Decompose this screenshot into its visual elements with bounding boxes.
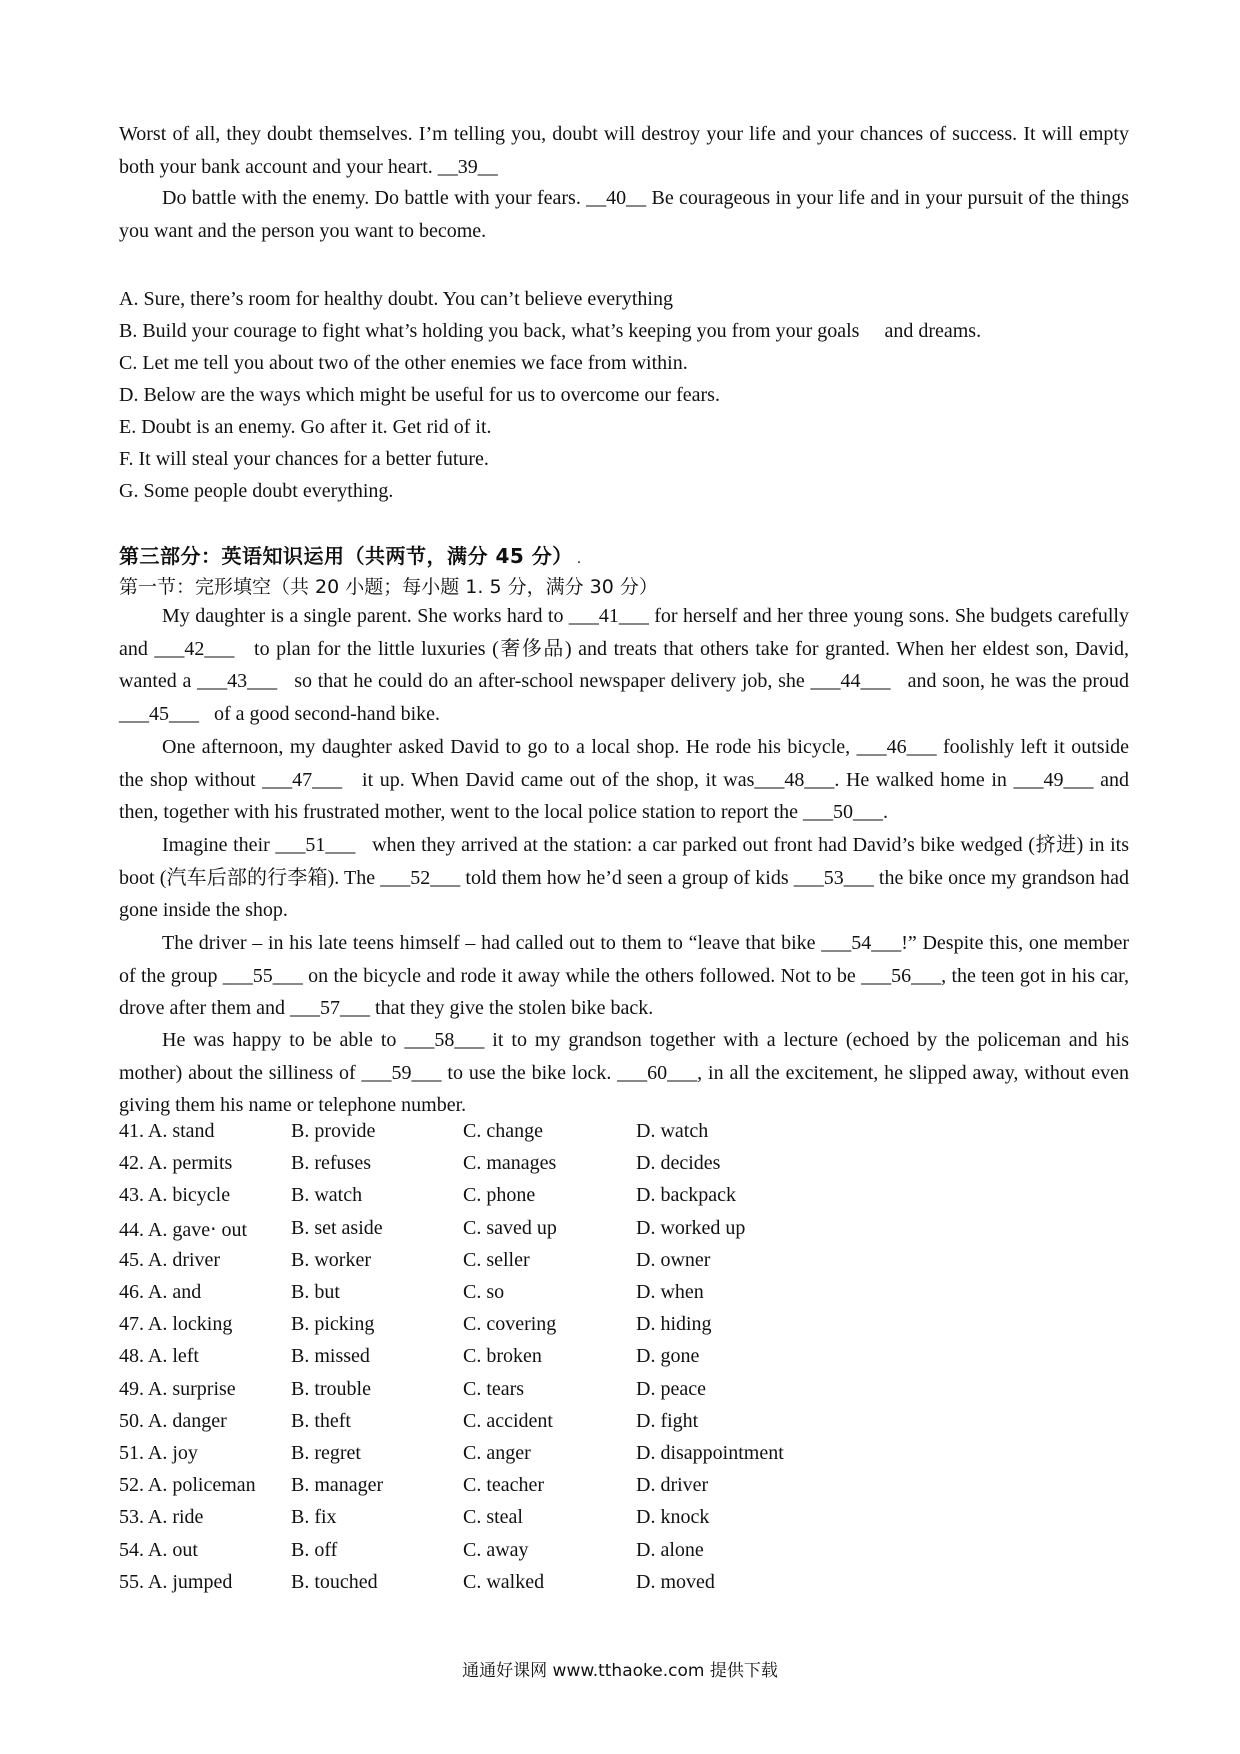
choice-b: B. regret [291, 1442, 361, 1464]
heading-mark: . [576, 551, 582, 567]
choice-c: C. anger [463, 1442, 531, 1464]
choice-b: B. provide [291, 1120, 376, 1142]
choice-d: D. when [636, 1281, 704, 1303]
choice-d: D. knock [636, 1506, 710, 1529]
choice-b: B. but [291, 1281, 340, 1303]
cloze-paragraph: He was happy to be able to ___58___ it to my grandson together with a lecture (echoed by the policeman and his mother) about the silliness of ___59___ to use the bike lock. ___60___, in all the excitement, he slipped away, without even giving them his name or telephone number. [119, 1029, 1129, 1117]
choice-a: 46. A. and [119, 1281, 202, 1303]
choice-a: 43. A. bicycle [119, 1184, 231, 1207]
choice-d: D. backpack [636, 1184, 736, 1207]
choice-a: 49. A. surprise [119, 1377, 236, 1400]
choice-d: D. driver [636, 1474, 709, 1497]
choice-a: 42. A. permits [119, 1152, 233, 1175]
cloze-paragraph: The driver – in his late teens himself – had called out to them to “leave that bike ___54___!” Despite this, one member of the group ___55___ on the bicycle and rode it away while the others followed. Not to be ___56___, the teen got in his car, drove after them and ___57___ that they give the stolen bike back. [119, 932, 1129, 1020]
choice-a: 41. A. stand [119, 1120, 215, 1142]
option-a: A. Sure, there’s room for healthy doubt. You can’t believe everything [119, 288, 673, 310]
choice-d: D. worked up [636, 1216, 746, 1239]
choice-d: D. moved [636, 1570, 715, 1593]
choice-c: C. broken [463, 1345, 542, 1368]
cloze-paragraph: One afternoon, my daughter asked David to go to a local shop. He rode his bicycle, ___46___ foolishly left it outside the shop without ___47___ it up. When David came out of the shop, it was___48___. He walked home in ___49___ and then, together with his frustrated mother, went to the local police station to report the ___50___. [119, 736, 1129, 824]
option-g: G. Some people doubt everything. [119, 480, 394, 502]
choice-d: D. fight [636, 1409, 699, 1432]
choice-c: C. change [463, 1120, 543, 1142]
choice-b: B. touched [291, 1570, 378, 1593]
option-b: B. Build your courage to fight what’s holding you back, what’s keeping you from your goals and dreams. [119, 320, 982, 342]
choice-c: C. phone [463, 1184, 536, 1207]
choice-b: B. trouble [291, 1377, 371, 1400]
choice-d: D. gone [636, 1345, 700, 1368]
choice-b: B. theft [291, 1409, 351, 1432]
cloze-paragraph: Imagine their ___51___ when they arrived at the station: a car parked out front had David’s bike wedged (挤进) in its boot (汽车后部的行李箱). The ___52___ told them how he’d seen a group of kids ___53___ the bike once my grandson had gone inside the shop. [119, 834, 1129, 922]
choice-a: 54. A. out [119, 1538, 198, 1561]
choice-b: B. refuses [291, 1152, 371, 1175]
choice-a: 45. A. driver [119, 1248, 221, 1271]
choice-b: B. worker [291, 1248, 371, 1271]
choice-b: B. picking [291, 1313, 375, 1336]
choice-c: C. saved up [463, 1216, 557, 1239]
option-c: C. Let me tell you about two of the other enemies we face from within. [119, 352, 688, 374]
choice-a: 53. A. ride [119, 1506, 204, 1529]
part-three-heading [119, 540, 582, 569]
choice-c: C. manages [463, 1152, 557, 1175]
choice-a: 51. A. joy [119, 1442, 198, 1464]
choice-c: C. covering [463, 1313, 557, 1336]
passage-paragraph-39: Worst of all, they doubt themselves. I’m telling you, doubt will destroy your life and your chances of success. It will empty both your bank account and your heart. __39__ [119, 123, 1129, 178]
choice-b: B. manager [291, 1474, 384, 1497]
choice-a: 47. A. locking [119, 1313, 233, 1336]
choice-c: C. so [463, 1281, 505, 1303]
choice-d: D. hiding [636, 1313, 712, 1336]
choice-c: C. tears [463, 1377, 525, 1400]
choice-a: 50. A. danger [119, 1409, 227, 1432]
part-three-heading-text: 第三部分：英语知识运用（共两节，满分 45 分） [119, 544, 573, 568]
choice-d: D. disappointment [636, 1442, 784, 1464]
option-d: D. Below are the ways which might be useful for us to overcome our fears. [119, 384, 720, 406]
choice-a: 55. A. jumped [119, 1570, 233, 1593]
passage-paragraph-40: Do battle with the enemy. Do battle with your fears. __40__ Be courageous in your life and in your pursuit of the things you want and the person you want to become. [119, 187, 1129, 242]
cloze-paragraph: My daughter is a single parent. She works hard to ___41___ for herself and her three young sons. She budgets carefully and ___42___ to plan for the little luxuries (奢侈品) and treats that others take for granted. When her eldest son, David, wanted a ___43___ so that he could do an after-school newspaper delivery job, she ___44___ and soon, he was the proud ___45___ of a good second-hand bike. [119, 605, 1129, 725]
choice-a: 44. A. gave‧ out [119, 1218, 248, 1241]
section-one-heading: 第一节：完形填空（共 20 小题；每小题 1. 5 分，满分 30 分） [119, 576, 658, 598]
choice-c: C. seller [463, 1248, 530, 1271]
choice-c: C. accident [463, 1409, 553, 1432]
choice-b: B. fix [291, 1506, 337, 1529]
choice-b: B. watch [291, 1184, 363, 1207]
choice-d: D. decides [636, 1152, 721, 1175]
choice-b: B. set aside [291, 1216, 383, 1239]
option-f: F. It will steal your chances for a better future. [119, 448, 489, 470]
choice-b: B. missed [291, 1345, 370, 1368]
choice-c: C. away [463, 1538, 529, 1561]
choice-d: D. peace [636, 1377, 706, 1400]
choice-d: D. owner [636, 1248, 711, 1271]
page-footer: 通通好课网 www.tthaoke.com 提供下载 [462, 1661, 778, 1681]
choice-a: 48. A. left [119, 1345, 199, 1368]
choice-b: B. off [291, 1538, 338, 1561]
choice-d: D. watch [636, 1120, 709, 1142]
choice-c: C. walked [463, 1570, 545, 1593]
choice-c: C. steal [463, 1506, 523, 1529]
choice-c: C. teacher [463, 1474, 545, 1497]
option-e: E. Doubt is an enemy. Go after it. Get rid of it. [119, 416, 492, 438]
choice-d: D. alone [636, 1538, 704, 1561]
choice-a: 52. A. policeman [119, 1474, 256, 1497]
